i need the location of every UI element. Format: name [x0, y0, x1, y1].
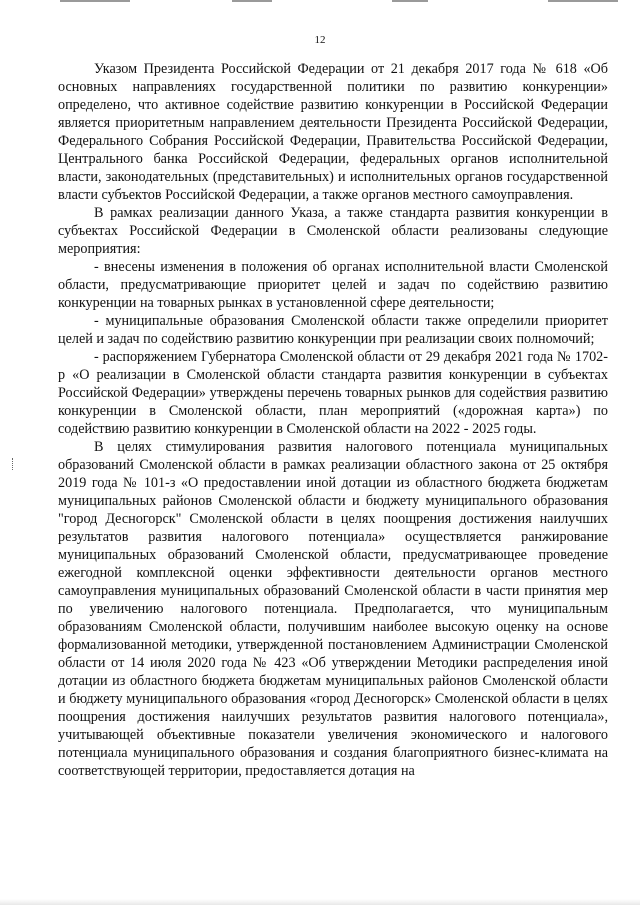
- list-item-municipalities: - муниципальные образования Смоленской области также определили приоритет целей и задач по содействию развитию конкуренции при реализации своих полномочий;: [58, 313, 608, 347]
- paragraph-decree-618: Указом Президента Российской Федерации от 21 декабря 2017 года № 618 «Об основных направлениях государственной политики по развитию конкуренции» определено, что активное содействие развитию конкуренции в Российской Федерации является приоритетным направлением деятельности Президента Российской Федерации, Федерального Собрания Российской Федерации, Правительства Российской Федерации, Центрального банка Российской Федерации, федеральных органов исполнительной власти, законодательных (представительных) и исполнительных органов государственной власти субъектов Российской Федерации, а также органов местного самоуправления.: [58, 61, 608, 203]
- scan-edge-rule: [232, 0, 272, 2]
- list-item-executive-bodies: - внесены изменения в положения об органах исполнительной власти Смоленской области, предусматривающие приоритет целей и задач по содействию развитию конкуренции на товарных рынках в установленной сфере деятельности;: [58, 259, 608, 311]
- list-item-governor-order: - распоряжением Губернатора Смоленской области от 29 декабря 2021 года № 1702-р «О реализации в Смоленской области стандарта развития конкуренции в субъектах Российской Федерации» утверждены перечень товарных рынков для содействия развитию конкуренции в Смоленской области, план мероприятий («дорожная карта») по содействию развитию конкуренции в Смоленской области на 2022 - 2025 годы.: [58, 349, 608, 437]
- page-number: 12: [314, 34, 326, 46]
- paragraph-implementation-intro: В рамках реализации данного Указа, а также стандарта развития конкуренции в субъектах Российской Федерации в Смоленской области реализованы следующие мероприятия:: [58, 205, 608, 257]
- paragraph-tax-potential: В целях стимулирования развития налогового потенциала муниципальных образований Смоленской области в рамках реализации областного закона от 25 октября 2019 года № 101-з «О предоставлении иной дотации из областного бюджета бюджетам муниципальных районов Смоленской области и бюджету муниципального образования "город Десногорск" Смоленской области в целях поощрения достижения наилучших результатов развития налогового потенциала» осуществляется ранжирование муниципальных образований Смоленской области, предусматривающее проведение ежегодной комплексной оценки эффективности деятельности органов местного самоуправления муниципальных образований Смоленской области в части принятия мер по увеличению налогового потенциала. Предполагается, что муниципальным образованиям Смоленской области, получившим наиболее высокую оценку на основе формализованной методики, утвержденной постановлением Администрации Смоленской области от 14 июля 2020 года № 423 «Об утверждении Методики распределения иной дотации из областного бюджета бюджетам муниципальных районов Смоленской области и бюджету муниципального образования «город Десногорск» Смоленской области в целях поощрения достижения наилучших результатов развития налогового потенциала», учитывающей объективные показатели увеличения экономического и налогового потенциала муниципального образования и создания благоприятного бизнес-климата на соответствующей территории, предоставляется дотация на: [58, 439, 608, 779]
- scan-edge-rule: [60, 0, 130, 2]
- document-body: [58, 60, 608, 780]
- scan-edge-rule: [548, 0, 618, 2]
- scan-edge-rule: [392, 0, 428, 2]
- scan-margin-mark: [12, 458, 19, 470]
- scan-bottom-edge: [0, 899, 640, 905]
